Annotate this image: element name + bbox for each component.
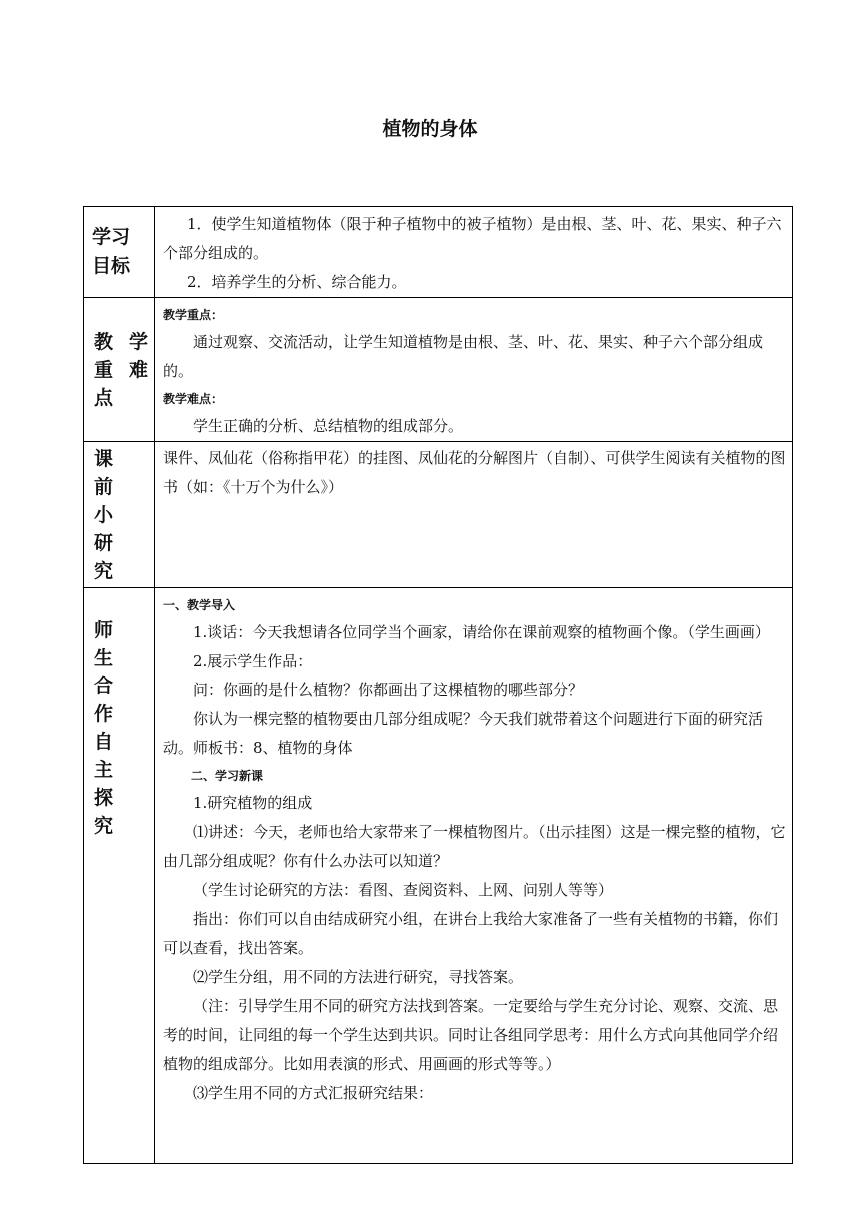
inquiry-heading [84, 588, 155, 1164]
heading-text: 课 [94, 448, 114, 470]
paragraph: （注：引导学生用不同的研究方法找到答案。一定要给与学生充分讨论、观察、交流、思考的时间，让同组的每一个学生达到共识。同时让各组同学思考：用什么方式向其他同学介绍植物的组成部分。比如用表演的形式、用画画的形式等等。） [163, 997, 779, 1073]
key-points-content [155, 298, 793, 442]
paragraph: ⑵学生分组，用不同的方法进行研究，寻找答案。 [193, 968, 524, 986]
section-heading: 一、教学导入 [163, 598, 236, 612]
paragraph: 1.研究植物的组成 [193, 794, 313, 812]
heading-text: 学习 [92, 226, 131, 248]
heading-text: 探 [94, 787, 114, 809]
focus-text: 通过观察、交流活动，让学生知道植物是由根、茎、叶、花、果实、种子六个部分组成的。 [163, 333, 764, 380]
heading-text: 师 [94, 619, 114, 641]
difficulty-label: 教学难点： [163, 392, 224, 406]
heading-text: 难 [128, 359, 148, 381]
heading-text: 目标 [92, 255, 131, 277]
heading-text: 研 [94, 532, 114, 554]
paragraph: 问：你画的是什么植物？你都画出了这棵植物的哪些部分？ [193, 681, 584, 699]
objective-item: 1．使学生知道植物体（限于种子植物中的被子植物）是由根、茎、叶、花、果实、种子六个部分组成的。 [163, 215, 782, 262]
key-points-heading [84, 298, 155, 442]
heading-text: 小 [94, 504, 114, 526]
paragraph: ⑴讲述：今天，老师也给大家带来了一棵植物图片。（出示挂图）这是一棵完整的植物，它由几部分组成呢？你有什么办法可以知道？ [163, 823, 786, 870]
heading-text: 学 [128, 331, 148, 353]
pre-study-text: 课件、凤仙花（俗称指甲花）的挂图、凤仙花的分解图片（自制）、可供学生阅读有关植物的图书（如：《十万个为什么》） [163, 449, 786, 496]
heading-text: 究 [94, 815, 114, 837]
heading-text: 教 [94, 331, 114, 353]
heading-text: 主 [94, 759, 114, 781]
paragraph: 2.展示学生作品： [193, 652, 313, 670]
heading-text: 重 [94, 359, 114, 381]
objective-item: 2．培养学生的分析、综合能力。 [187, 273, 407, 291]
table-row-objectives [84, 207, 793, 298]
table-row-key-points [84, 298, 793, 442]
pre-study-content [155, 442, 793, 588]
paragraph: 1.谈话：今天我想请各位同学当个画家，请给你在课前观察的植物画个像。（学生画画） [193, 623, 770, 641]
pre-study-heading [84, 442, 155, 588]
objectives-content [155, 207, 793, 298]
section-heading: 二、学习新课 [191, 769, 264, 783]
paragraph: 指出：你们可以自由结成研究小组，在讲台上我给大家准备了一些有关植物的书籍，你们可以查看，找出答案。 [163, 910, 779, 957]
table-row-pre-study [84, 442, 793, 588]
heading-text: 合 [94, 675, 114, 697]
focus-label: 教学重点： [163, 308, 224, 322]
objectives-heading [84, 207, 155, 298]
paragraph: 你认为一棵完整的植物要由几部分组成呢？今天我们就带着这个问题进行下面的研究活动。师板书：8、植物的身体 [163, 710, 764, 757]
heading-text: 作 [94, 703, 114, 725]
lesson-plan-table [83, 206, 793, 1164]
paragraph: （学生讨论研究的方法：看图、查阅资料、上网、问别人等等） [193, 881, 614, 899]
paragraph: ⑶学生用不同的方式汇报研究结果： [193, 1084, 434, 1102]
heading-text: 点 [94, 387, 114, 409]
table-row-inquiry [84, 588, 793, 1164]
heading-text: 自 [94, 731, 114, 753]
heading-text: 生 [94, 647, 114, 669]
heading-text: 究 [94, 560, 114, 582]
heading-text: 前 [94, 476, 114, 498]
page-title: 植物的身体 [382, 118, 478, 140]
inquiry-content [155, 588, 793, 1164]
difficulty-text: 学生正确的分析、总结植物的组成部分。 [193, 417, 464, 435]
